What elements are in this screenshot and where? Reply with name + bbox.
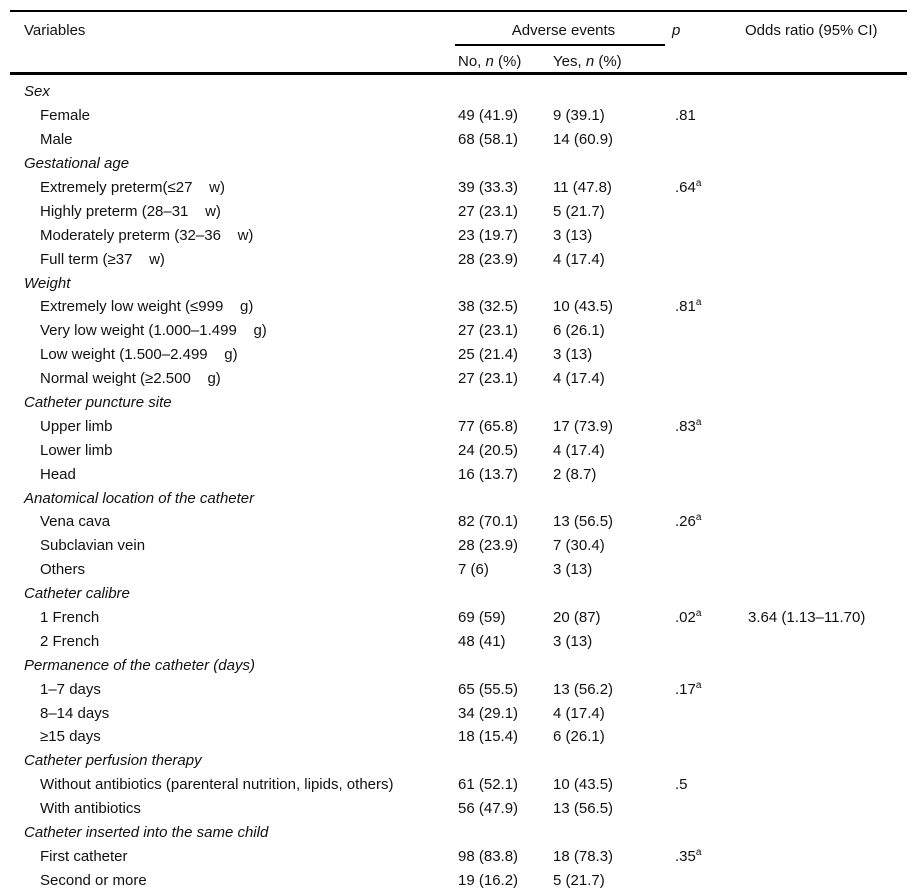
table-row [10,868,907,892]
sub-header-row [455,53,672,70]
p-value: .83$^a$ [675,416,702,435]
variable-label: 8–14 days [40,704,110,722]
no-count: 49 (41.9) [458,107,519,125]
p-value: .26$^a$ [675,512,702,531]
variable-label: Subclavian vein [40,537,146,555]
yes-count: 13 (56.5) [553,513,614,531]
category-label: Anatomical location of the catheter [24,489,255,507]
category-row [10,391,907,415]
table-row [10,534,907,558]
variable-label: Without antibiotics (parenteral nutrition, lipids, others) [40,776,394,794]
yes-count: 3 (13) [553,346,593,364]
no-count: 38 (32.5) [458,298,519,316]
column-header-variables: Variables [24,22,86,39]
no-count: 16 (13.7) [458,465,519,483]
table-body [10,75,907,893]
category-row [10,749,907,773]
no-count: 82 (70.1) [458,513,519,531]
no-count: 18 (15.4) [458,728,519,746]
column-header-adverse-events: Adverse events [511,22,616,39]
column-header-p: p [672,22,681,39]
variable-label: 2 French [40,632,100,650]
footnote-marker: a [695,178,702,189]
footnote-marker: a [695,512,702,524]
variable-label: Extremely low weight (≤999 g) [40,298,254,316]
yes-count: 3 (13) [553,226,593,244]
table-row [10,247,907,271]
yes-count: 18 (78.3) [553,847,614,865]
variable-label: Others [40,561,86,579]
category-row [10,582,907,606]
yes-count: 7 (30.4) [553,537,605,555]
variable-label: Upper limb [40,417,113,435]
yes-count: 2 (8.7) [553,465,597,483]
yes-count: 5 (21.7) [553,871,605,889]
footnote-marker: a [695,416,702,428]
column-header-odds-ratio: Odds ratio (95% CI) [745,22,878,39]
variable-label: Female [40,107,91,125]
column-header-no: No, n (%) [458,53,522,70]
yes-count: 5 (21.7) [553,202,605,220]
no-count: 27 (23.1) [458,322,519,340]
category-label: Catheter calibre [24,585,130,603]
category-row [10,821,907,845]
p-value: .5 [675,776,688,794]
no-count: 23 (19.7) [458,226,519,244]
table-row [10,845,907,869]
table-row [10,606,907,630]
no-count: 24 (20.5) [458,441,519,459]
variable-label: Male [40,131,73,149]
column-group-adverse-events [455,20,672,70]
variable-label: Head [40,465,76,483]
table-row [10,343,907,367]
variable-label: 1–7 days [40,680,101,698]
variable-label: With antibiotics [40,800,141,818]
variable-label: Highly preterm (28–31 w) [40,202,221,220]
yes-count: 9 (39.1) [553,107,605,125]
yes-count: 6 (26.1) [553,728,605,746]
no-count: 56 (47.9) [458,800,519,818]
yes-count: 4 (17.4) [553,370,605,388]
table-row [10,773,907,797]
no-count: 77 (65.8) [458,417,519,435]
variable-label: Moderately preterm (32–36 w) [40,226,254,244]
yes-count: 4 (17.4) [553,250,605,268]
p-value: .81 [675,107,696,125]
no-count: 34 (29.1) [458,704,519,722]
odds-ratio: 3.64 (1.13–11.70) [748,609,866,627]
yes-count: 13 (56.5) [553,800,614,818]
category-row [10,271,907,295]
footnote-marker: a [695,297,702,309]
table-row [10,629,907,653]
table-row [10,414,907,438]
no-count: 68 (58.1) [458,131,519,149]
category-label: Sex [24,83,50,101]
table-row [10,462,907,486]
footnote-marker: a [695,608,702,620]
category-label: Catheter puncture site [24,394,172,412]
category-row [10,152,907,176]
no-count: 98 (83.8) [458,847,519,865]
p-value: .81$^a$ [675,297,702,316]
yes-count: 11 (47.8) [553,179,612,196]
yes-count: 10 (43.5) [553,776,614,794]
variable-label: Lower limb [40,441,113,459]
table-row [10,199,907,223]
no-count: 39 (33.3) [458,179,519,196]
category-row [10,80,907,104]
no-count: 69 (59) [458,609,506,627]
table-row [10,510,907,534]
category-label: Weight [24,274,71,292]
category-label: Gestational age [24,155,130,173]
yes-count: 4 (17.4) [553,704,605,722]
category-label: Catheter perfusion therapy [24,752,202,770]
no-count: 19 (16.2) [458,871,519,889]
table-row [10,677,907,701]
yes-count: 13 (56.2) [553,680,614,698]
p-value: .17$^a$ [675,679,702,698]
no-count: 65 (55.5) [458,680,519,698]
adverse-events-spanner-rule [455,44,665,46]
p-value: .02$^a$ [675,608,702,627]
footnote-marker: a [695,846,702,858]
table-row [10,367,907,391]
table-header [10,12,907,72]
yes-count: 3 (13) [553,632,593,650]
no-count: 48 (41) [458,632,506,650]
table-row [10,223,907,247]
no-count: 28 (23.9) [458,537,519,555]
no-count: 25 (21.4) [458,346,519,364]
p-value: .35$^a$ [675,846,702,865]
variable-label: Extremely preterm(≤27 w) [40,179,225,196]
category-label: Permanence of the catheter (days) [24,656,255,674]
yes-count: 20 (87) [553,609,601,627]
category-row [10,486,907,510]
table-row [10,438,907,462]
yes-count: 4 (17.4) [553,441,605,459]
yes-count: 14 (60.9) [553,131,614,149]
statistics-table [10,10,907,893]
category-row [10,653,907,677]
table-row [10,104,907,128]
no-count: 27 (23.1) [458,370,519,388]
table-row [10,176,907,200]
table-row [10,319,907,343]
table-row [10,558,907,582]
yes-count: 6 (26.1) [553,322,605,340]
variable-label: Normal weight (≥2.500 g) [40,370,221,388]
variable-label: Full term (≥37 w) [40,250,165,268]
table-row [10,701,907,725]
yes-count: 17 (73.9) [553,417,614,435]
variable-label: Very low weight (1.000–1.499 g) [40,322,267,340]
category-label: Catheter inserted into the same child [24,824,269,842]
p-value: .64$^a$ [675,178,702,196]
column-header-yes: Yes, n (%) [553,53,622,70]
no-count: 61 (52.1) [458,776,519,794]
variable-label: ≥15 days [40,728,101,746]
variable-label: Low weight (1.500–2.499 g) [40,346,238,364]
footnote-marker: a [695,679,702,691]
table-row [10,128,907,152]
yes-count: 10 (43.5) [553,298,614,316]
no-count: 27 (23.1) [458,202,519,220]
table-row [10,725,907,749]
table-row [10,295,907,319]
variable-label: 1 French [40,609,100,627]
variable-label: Vena cava [40,513,111,531]
no-count: 28 (23.9) [458,250,519,268]
table-row [10,797,907,821]
variable-label: Second or more [40,871,147,889]
variable-label: First catheter [40,847,128,865]
no-count: 7 (6) [458,561,489,579]
yes-count: 3 (13) [553,561,593,579]
